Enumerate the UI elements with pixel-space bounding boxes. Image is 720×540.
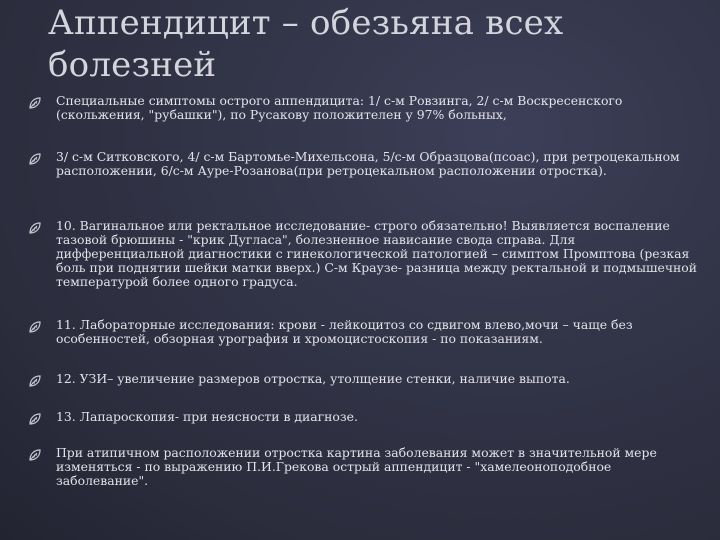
bullet-text: Специальные симптомы острого аппендицита: 1/ с-м Ровзинга, 2/ с-м Воскресенского (скольжения, "рубашки"), по Русакову положителен у 97% больных, — [56, 93, 623, 122]
list-item — [28, 372, 700, 387]
bullet-text: 10. Вагинальное или ректальное исследование- строго обязательно! Выявляется воспаление тазовой брюшины - "крик Дугласа", болезненное нависание свода справа. Для дифференциальной диагностики с гинекологической патологией – симптом Промптова (резкая боль при поднятии шейки матки вверх.) С-м Краузе- разница между ректальной и подмышечной температурой более одного градуса. — [56, 218, 698, 289]
bullet-text: 11. Лабораторные исследования: крови - лейкоцитоз со сдвигом влево,мочи – чаще без особенностей, обзорная урография и хромоцистоскопия - по показаниям. — [56, 317, 633, 346]
fleuron-icon — [28, 412, 56, 427]
fleuron-icon — [28, 152, 56, 167]
fleuron-icon — [28, 320, 56, 335]
list-item — [28, 318, 700, 346]
fleuron-icon — [28, 374, 56, 389]
fleuron-icon — [28, 221, 56, 236]
list-item — [28, 94, 700, 122]
list-item — [28, 150, 700, 178]
fleuron-icon — [28, 448, 56, 463]
list-item — [28, 219, 700, 289]
slide-title: Аппендицит – обезьяна всех болезней — [48, 3, 564, 85]
bullet-text: 12. УЗИ– увеличение размеров отростка, утолщение стенки, наличие выпота. — [56, 371, 570, 386]
bullet-text: При атипичном расположении отростка картина заболевания может в значительной мере изменяться - по выражению П.И.Грекова острый аппендицит - "хамелеоноподобное заболевание". — [56, 445, 657, 488]
bullet-text: 13. Лапароскопия- при неясности в диагнозе. — [56, 409, 358, 424]
bullet-text: 3/ с-м Ситковского, 4/ с-м Бартомье-Михельсона, 5/с-м Образцова(псоас), при ретроцекальном расположении, 6/с-м Ауре-Розанова(при ретроцекальном расположении отростка). — [56, 149, 680, 178]
list-item — [28, 446, 700, 488]
list-item — [28, 410, 700, 425]
fleuron-icon — [28, 96, 56, 111]
